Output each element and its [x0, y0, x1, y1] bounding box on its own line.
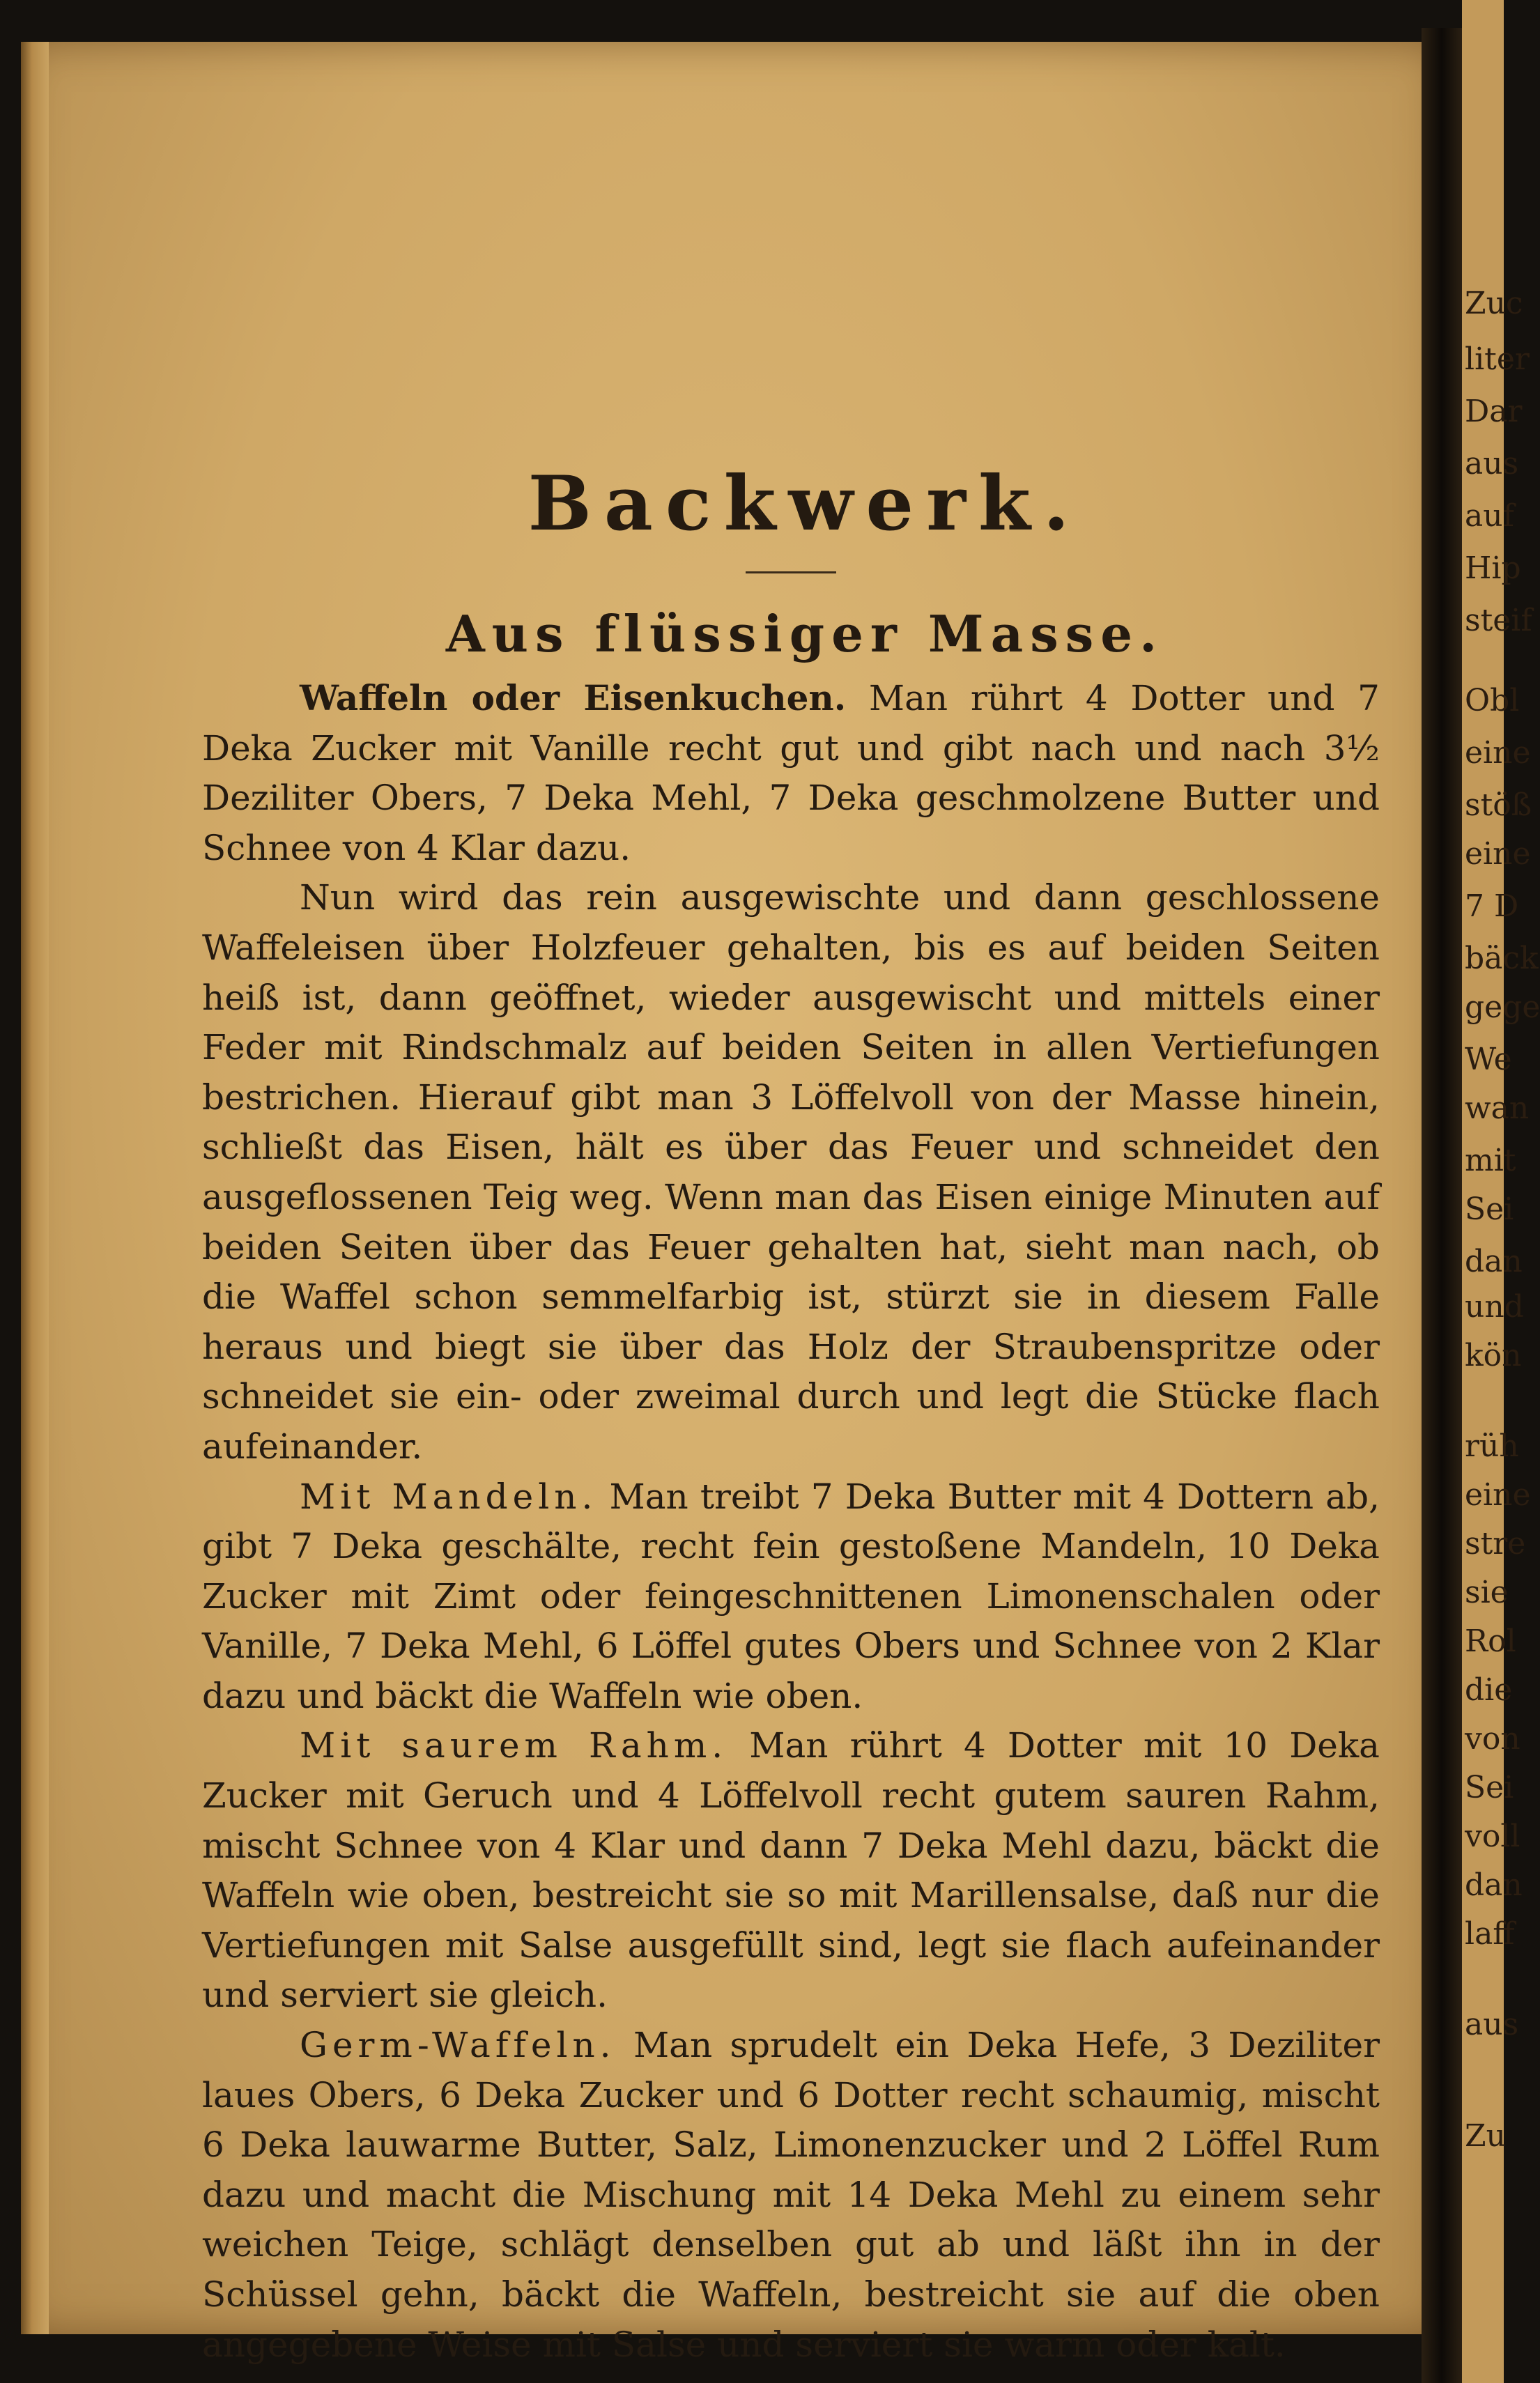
adjacent-page-fragment: von — [1465, 1721, 1520, 1757]
adjacent-page-fragment: Rol — [1465, 1624, 1516, 1659]
adjacent-page-fragment: laff — [1465, 1916, 1515, 1952]
adjacent-page-fragment: Dar — [1465, 394, 1523, 429]
adjacent-page-fragment: Sei — [1465, 1770, 1514, 1805]
recipe-heading: Germ-Waffeln. — [300, 2025, 616, 2066]
recipe-text: Nun wird das rein ausgewischte und dann geschlossene Waffeleisen über Holzfeuer gehalten, bis es auf beiden Seiten heiß ist, dann geöffnet, wieder ausgewischt und mittels einer Feder mit Rindschmalz auf beiden Seiten in allen Vertiefungen bestrichen. Hierauf gibt man 3 Löffelvoll von der Masse hinein, schließt das Eisen, hält es über das Feuer und schneidet den ausgeflossenen Teig weg. Wenn man das Eisen einige Minuten auf beiden Seiten über das Feuer gehalten hat, sieht man nach, ob die Waffel schon semmelfarbig ist, stürzt sie in diesem Falle heraus und biegt sie über das Holz der Straubenspritze oder schneidet sie ein- oder zweimal durch und legt die Stücke flach aufeinander. — [202, 877, 1380, 1467]
adjacent-page-fragment: eine — [1465, 836, 1531, 872]
recipe-heading: Mit Mandeln. — [300, 1476, 598, 1517]
adjacent-page-fragment: bäck — [1465, 941, 1539, 976]
adjacent-page-fragment: Obl — [1465, 683, 1520, 718]
adjacent-page-fragment: dan — [1465, 1867, 1523, 1903]
recipe-heading: Waffeln oder Eisenkuchen. — [300, 677, 847, 718]
page-content — [202, 460, 1380, 2370]
adjacent-page-fragment: kön — [1465, 1338, 1522, 1373]
page-title: Backwerk. — [528, 460, 1082, 548]
adjacent-page-fragment: 7 D — [1465, 888, 1519, 924]
adjacent-page-fragment: We — [1465, 1042, 1512, 1077]
title-divider — [746, 571, 836, 573]
adjacent-page-fragment: stre — [1465, 1526, 1526, 1561]
recipe-mit-saurem-rahm — [202, 1721, 1380, 2021]
recipe-waffeln — [202, 673, 1380, 873]
adjacent-page-fragment: auf — [1465, 498, 1514, 534]
adjacent-page-fragment: eine — [1465, 735, 1531, 771]
adjacent-page-fragment: steif — [1465, 603, 1532, 638]
book-gutter — [1422, 28, 1462, 2383]
adjacent-page-fragment: eine — [1465, 1477, 1531, 1513]
adjacent-page-fragment: sie — [1465, 1575, 1509, 1610]
adjacent-page-fragment: dan — [1465, 1244, 1523, 1279]
recipe-heading: Mit saurem Rahm. — [300, 1725, 728, 1766]
recipe-waffeln-method — [202, 873, 1380, 1472]
adjacent-page-fragment: die — [1465, 1672, 1513, 1708]
recipe-text: Man rührt 4 Dotter mit 10 Deka Zucker mit Geruch und 4 Löffelvoll recht gutem sauren Rahm, mischt Schnee von 4 Klar und dann 7 Deka Mehl dazu, bäckt die Waffeln wie oben, bestreicht sie so mit Marillensalse, daß nur die Vertiefungen mit Salse ausgefüllt sind, legt sie flach aufeinander und serviert sie gleich. — [202, 1725, 1380, 2016]
adjacent-page-fragment: und — [1465, 1289, 1524, 1325]
recipe-text: Man treibt 7 Deka Butter mit 4 Dottern ab, gibt 7 Deka geschälte, recht fein gestoßene Mandeln, 10 Deka Zucker mit Zimt oder feingeschnittenen Limonenschalen oder Vanille, 7 Deka Mehl, 6 Löffel gutes Obers und Schnee von 2 Klar dazu und bäckt die Waffeln wie oben. — [202, 1476, 1380, 1716]
recipe-germ-waffeln — [202, 2021, 1380, 2370]
adjacent-page-fragment: wan — [1465, 1090, 1530, 1126]
recipe-text: Man sprudelt ein Deka Hefe, 3 Deziliter laues Obers, 6 Deka Zucker und 6 Dotter recht schaumig, mischt 6 Deka lauwarme Butter, Salz, Limonenzucker und 2 Löffel Rum dazu und macht die Mischung mit 14 Deka Mehl zu einem sehr weichen Teige, schlägt denselben gut ab und läßt ihn in der Schüssel gehn, bäckt die Waffeln, bestreicht sie auf die oben angegebene Weise mit Salse und serviert sie warm oder kalt. — [202, 2025, 1380, 2365]
adjacent-page-fragment: Hip — [1465, 550, 1521, 586]
adjacent-page-fragment: stöß — [1465, 787, 1532, 823]
adjacent-page-fragment: liter — [1465, 341, 1530, 377]
adjacent-page-fragment: aus — [1465, 2007, 1519, 2042]
adjacent-page-fragment: rüh — [1465, 1428, 1519, 1464]
recipe-text: Man rührt 4 Dotter und 7 Deka Zucker mit Vanille recht gut und gibt nach und nach 3½ Deziliter Obers, 7 Deka Mehl, 7 Deka geschmolzene Butter und Schnee von 4 Klar dazu. — [202, 678, 1380, 868]
page-edge — [21, 42, 49, 2334]
adjacent-page-fragment: gege — [1465, 989, 1540, 1025]
section-subtitle: Aus flüssiger Masse. — [445, 604, 1164, 663]
recipe-mit-mandeln — [202, 1472, 1380, 1722]
adjacent-page-fragment: voll — [1465, 1819, 1520, 1854]
adjacent-page-fragment: aus — [1465, 446, 1519, 481]
adjacent-page-strip — [1462, 0, 1540, 2383]
adjacent-page-fragment: Zu — [1465, 2118, 1506, 2154]
adjacent-page-fragment: Sei — [1465, 1192, 1514, 1227]
adjacent-page-fragment: mit — [1465, 1143, 1516, 1178]
adjacent-page-fragment: Zuc — [1465, 286, 1523, 321]
